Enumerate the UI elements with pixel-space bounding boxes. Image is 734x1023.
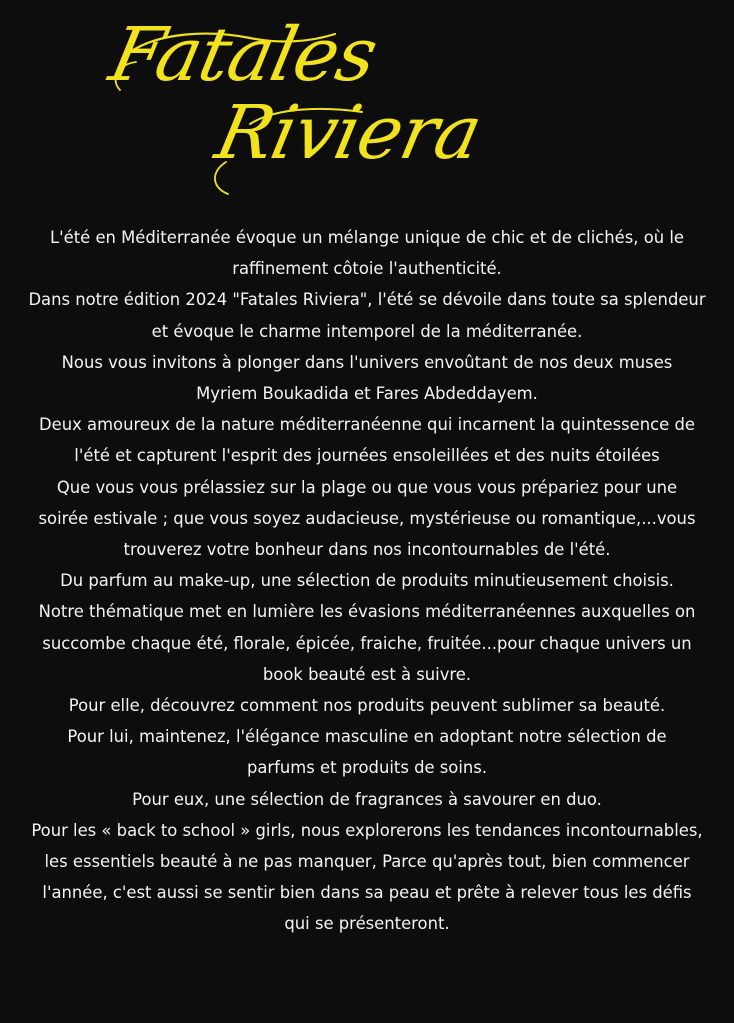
text-line: qui se présenteront.	[284, 914, 450, 934]
text-line: Que vous vous prélassiez sur la plage ou que vous vous prépariez pour une	[56, 477, 678, 497]
text-line: l'année, c'est aussi se sentir bien dans sa peau et prête à relever tous les défis	[42, 883, 692, 903]
text-line: Pour elle, découvrez comment nos produits peuvent sublimer sa beauté.	[68, 696, 666, 716]
text-line: trouverez votre bonheur dans nos incontournables de l'été.	[123, 540, 611, 560]
text-line: Myriem Boukadida et Fares Abdeddayem.	[196, 384, 538, 404]
logo-word-fatales: Fatales	[102, 12, 384, 98]
text-line: raffinement côtoie l'authenticité.	[232, 259, 502, 279]
fatales-riviera-logo	[100, 12, 540, 202]
text-line: Deux amoureux de la nature méditerranéenne qui incarnent la quintessence de	[39, 415, 695, 435]
text-line: Pour les « back to school » girls, nous explorerons les tendances incontournables,	[31, 820, 703, 840]
text-line: Dans notre édition 2024 "Fatales Riviera", l'été se dévoile dans toute sa splendeur	[28, 290, 706, 310]
editorial-text	[20, 222, 714, 940]
text-line: Pour lui, maintenez, l'élégance masculine en adoptant notre sélection de	[67, 727, 667, 747]
text-line: Du parfum au make-up, une sélection de produits minutieusement choisis.	[60, 571, 674, 591]
text-line: succombe chaque été, florale, épicée, fraiche, fruitée...pour chaque univers un	[42, 633, 692, 653]
text-line: L'été en Méditerranée évoque un mélange unique de chic et de clichés, où le	[50, 228, 684, 247]
text-line: parfums et produits de soins.	[246, 758, 488, 778]
text-line: Pour eux, une sélection de fragrances à savourer en duo.	[132, 789, 602, 809]
logo-word-riviera: Riviera	[208, 90, 489, 176]
text-line: book beauté est à suivre.	[262, 664, 472, 684]
text-line: Notre thématique met en lumière les évasions méditerranéennes auxquelles on	[38, 602, 696, 622]
text-line: soirée estivale ; que vous soyez audacieuse, mystérieuse ou romantique,...vous	[38, 508, 696, 528]
text-line: Nous vous invitons à plonger dans l'univers envoûtant de nos deux muses	[61, 352, 673, 372]
text-line: l'été et capturent l'esprit des journées ensoleillées et des nuits étoilées	[74, 446, 660, 466]
text-line: les essentiels beauté à ne pas manquer, Parce qu'après tout, bien commencer	[44, 852, 690, 872]
text-line: et évoque le charme intemporel de la méditerranée.	[151, 321, 583, 341]
